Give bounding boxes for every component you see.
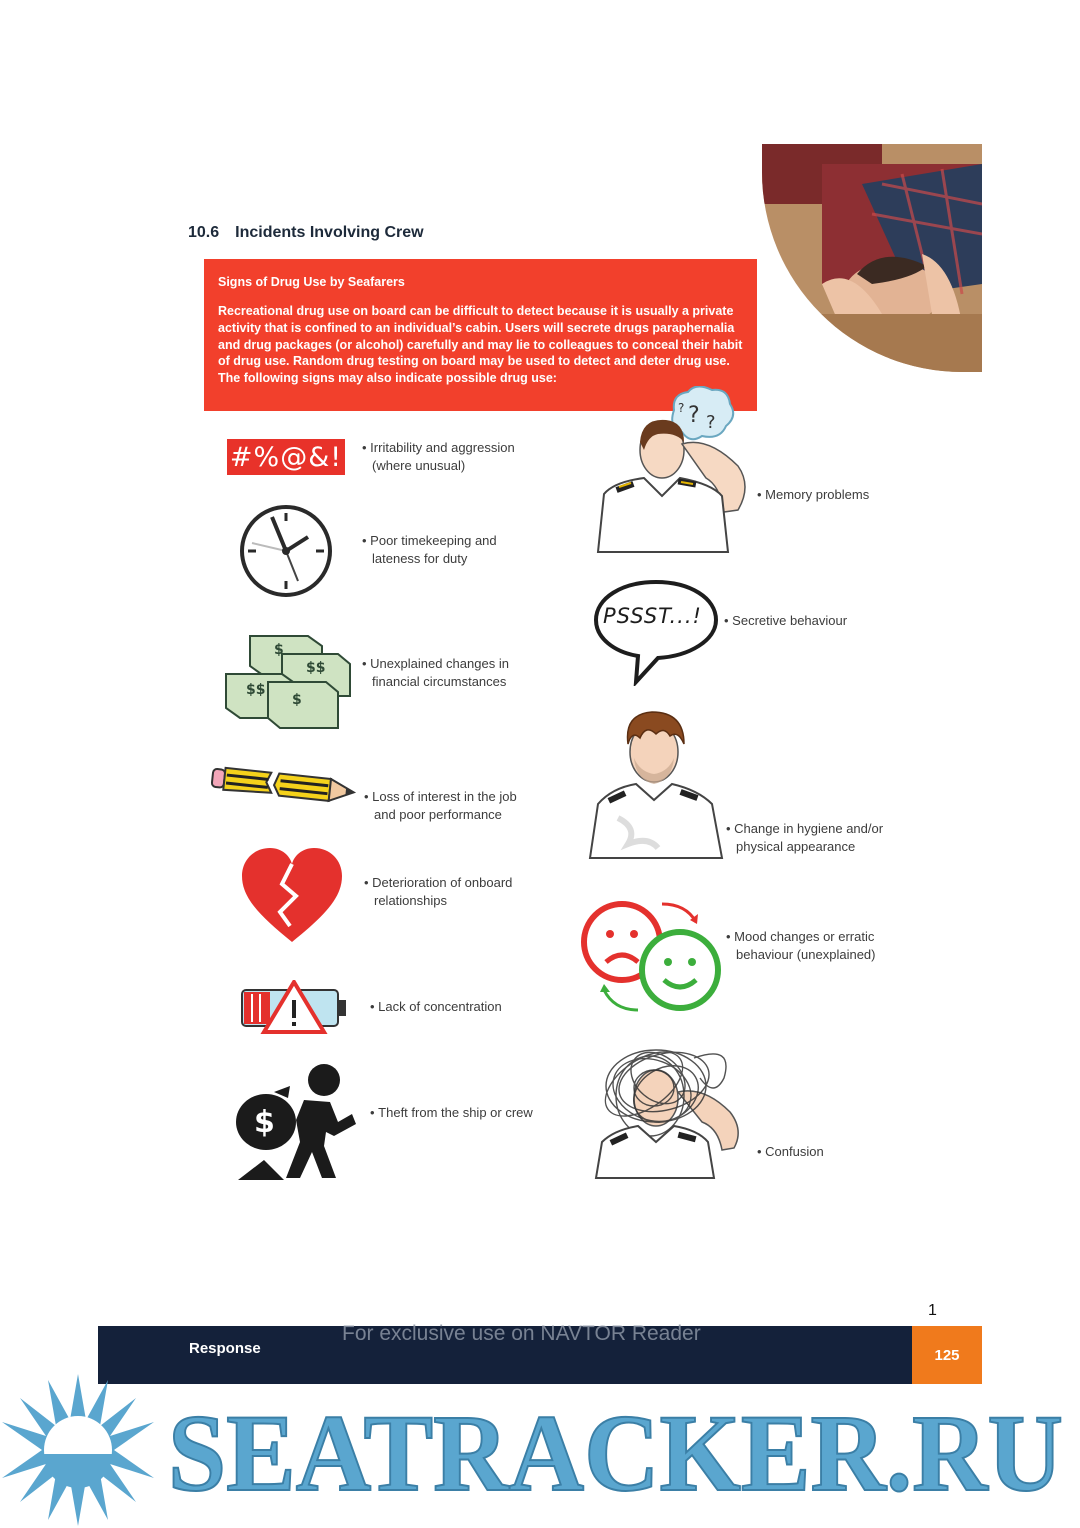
sign-concentration: [370, 998, 502, 1016]
sign-text-line1: • Change in hygiene and/or: [726, 821, 883, 836]
sign-theft: [370, 1104, 533, 1122]
page-number: 125: [912, 1326, 982, 1384]
sign-timekeeping: [362, 532, 497, 568]
sign-text-line1: • Irritability and aggression: [362, 440, 515, 455]
svg-text:?: ?: [706, 412, 716, 433]
officer-thinking-icon: [588, 386, 758, 554]
svg-text:$: $: [274, 642, 284, 658]
sign-text-line2: behaviour (unexplained): [736, 947, 876, 962]
svg-text:?: ?: [688, 403, 700, 428]
callout-title: Signs of Drug Use by Seafarers: [218, 275, 405, 289]
sign-text-line1: • Theft from the ship or crew: [370, 1105, 533, 1120]
reader-watermark: For exclusive use on NAVTOR Reader: [342, 1322, 701, 1345]
sign-text-line2: lateness for duty: [372, 551, 468, 566]
sign-text-line1: • Lack of concentration: [370, 999, 502, 1014]
swear-symbols-icon: [227, 439, 345, 475]
speech-bubble-icon: [594, 578, 718, 686]
sign-hygiene: [726, 820, 883, 856]
sign-text-line1: • Deterioration of onboard: [364, 875, 512, 890]
low-battery-warning-icon: [240, 980, 348, 1034]
svg-text:$$: $$: [306, 660, 326, 676]
sign-financial: [362, 655, 509, 691]
confused-officer-icon: [594, 1038, 758, 1180]
sign-text-line1: • Unexplained changes in: [362, 656, 509, 671]
svg-text:$$: $$: [246, 682, 266, 698]
sign-text-line1: • Memory problems: [757, 487, 869, 502]
sign-mood: [726, 928, 875, 964]
sign-text-line1: • Mood changes or erratic: [726, 929, 874, 944]
swear-symbols-text: #%@&!: [229, 441, 343, 473]
svg-text:$: $: [292, 692, 302, 708]
footer-number: 1: [928, 1302, 937, 1319]
sign-text-line2: relationships: [374, 893, 447, 908]
sign-text-line1: • Poor timekeeping and: [362, 533, 497, 548]
sign-text-line2: physical appearance: [736, 839, 856, 854]
sign-irritability: [362, 439, 515, 475]
speech-bubble-text: PSSST...!: [603, 604, 702, 628]
seatracker-logo-text: SEATRACKER.RU: [168, 1392, 1063, 1514]
sign-text-line1: • Loss of interest in the job: [364, 789, 517, 804]
section-heading: [188, 224, 424, 242]
first-aid-photo: [762, 144, 982, 372]
clock-icon: [238, 503, 334, 599]
sign-confusion: [757, 1143, 824, 1161]
sign-text-line2: financial circumstances: [372, 674, 507, 689]
svg-text:$: $: [254, 1105, 275, 1140]
mood-faces-icon: [580, 896, 726, 1016]
thief-moneybag-icon: [234, 1062, 356, 1180]
footer-section-label: Response: [189, 1340, 261, 1357]
sign-loss-interest: [364, 788, 517, 824]
section-title: Incidents Involving Crew: [235, 224, 424, 241]
unkempt-officer-icon: [588, 708, 724, 860]
sign-memory: [757, 486, 869, 504]
callout-body: Recreational drug use on board can be difficult to detect because it is usually a private activity that is confined to an individual’s cabin. Users will secrete drugs paraphernalia and drug packages (or alcohol) carefully and may lie to colleagues to conceal their habit of drug use. Random drug testing on board may be used to detect and deter drug use. The following signs may also indicate possible drug use:: [218, 304, 743, 386]
broken-pencil-icon: [208, 764, 358, 808]
sign-text-line2: (where unusual): [372, 458, 466, 473]
sign-relationships: [364, 874, 512, 910]
sign-secretive: [724, 612, 847, 630]
money-stacks-icon: [222, 624, 354, 734]
sign-text-line1: • Confusion: [757, 1144, 824, 1159]
section-number: 10.6: [188, 224, 220, 241]
sign-text-line1: • Secretive behaviour: [724, 613, 847, 628]
sign-text-line2: and poor performance: [374, 807, 502, 822]
svg-text:?: ?: [678, 401, 685, 415]
seatracker-logo: [0, 1372, 1080, 1528]
broken-heart-icon: [240, 846, 344, 946]
